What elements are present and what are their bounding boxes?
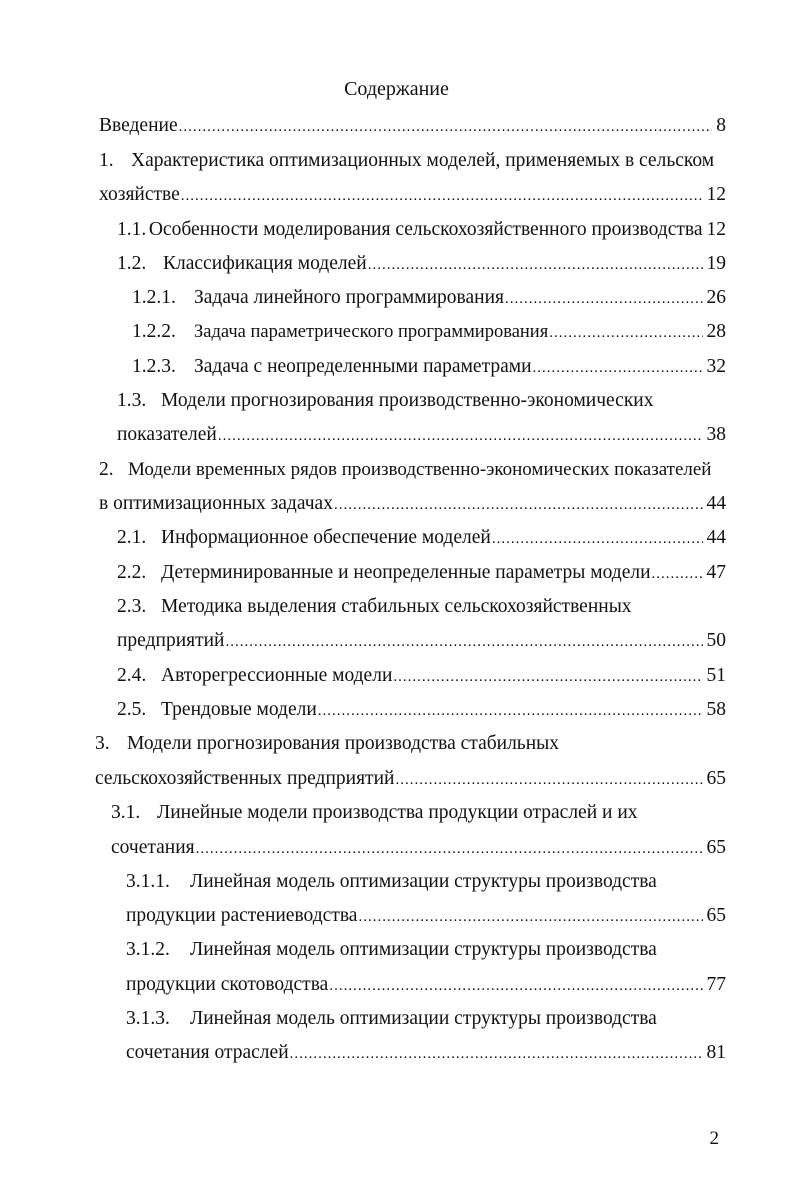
page-title: Содержание <box>344 78 449 100</box>
leader-dots <box>358 909 702 926</box>
toc-entry-text: Линейная модель оптимизации структуры производства <box>190 1008 657 1029</box>
leader-dots <box>290 1046 703 1063</box>
toc-entry-page: 28 <box>706 321 726 342</box>
leader-dots <box>318 703 703 720</box>
leader-dots <box>179 119 713 136</box>
leader-dots <box>368 257 703 274</box>
toc-entry-2-4[interactable] <box>117 665 726 687</box>
toc-entry-number: 1.2.3. <box>132 356 176 377</box>
toc-entry-page: 65 <box>706 768 726 789</box>
toc-entry-page: 47 <box>706 562 726 583</box>
toc-entry-number: 1.2.2. <box>132 321 176 342</box>
toc-entry-text: Линейная модель оптимизации структуры производства <box>190 871 657 892</box>
toc-entry-2-2[interactable] <box>117 562 726 584</box>
toc-entry-text: Классификация моделей <box>163 253 367 274</box>
toc-entry-number: 2. <box>99 459 114 480</box>
toc-entry-number: 1.2.1. <box>132 287 176 308</box>
toc-entry-number: 2.5. <box>117 699 147 720</box>
toc-entry-text: Трендовые модели <box>161 699 317 720</box>
leader-dots <box>226 634 703 651</box>
toc-entry-text-cont: хозяйстве <box>99 184 180 205</box>
toc-entry-text: Информационное обеспечение моделей <box>161 527 491 548</box>
leader-dots <box>196 841 703 858</box>
toc-entry-text: Особенности моделирования сельскохозяйственного производства <box>148 219 703 240</box>
page-number: 2 <box>709 1128 719 1149</box>
toc-entry-text: Задача параметрического программирования <box>194 322 549 342</box>
toc-entry-1-2-3[interactable] <box>132 356 726 378</box>
toc-entry-page: 50 <box>706 630 726 651</box>
toc-entry-1-2[interactable] <box>117 253 726 275</box>
toc-entry-text-cont: сочетания <box>111 837 195 858</box>
leader-dots <box>395 772 702 789</box>
toc-entry-number: 3.1.1. <box>126 871 170 892</box>
toc-entry-number: 1. <box>99 150 114 171</box>
toc-entry-page: 77 <box>706 974 726 995</box>
toc-entry-number: 2.2. <box>117 562 147 583</box>
toc-entry-number: 3.1.2. <box>126 939 170 960</box>
toc-entry-page: 38 <box>706 424 726 445</box>
toc-entry-page: 19 <box>706 253 726 274</box>
toc-entry-number: 3. <box>95 733 110 754</box>
toc-entry-text-cont: продукции скотоводства <box>126 974 329 995</box>
toc-entry-text-cont: показателей <box>117 424 217 445</box>
toc-entry-number: 2.1. <box>117 527 147 548</box>
leader-dots <box>329 978 702 995</box>
toc-entry-number: 3.1. <box>111 802 141 823</box>
leader-dots <box>549 325 702 342</box>
toc-entry-text: Модели временных рядов производственно-экономических показателей <box>128 459 712 480</box>
toc-entry-text: Характеристика оптимизационных моделей, применяемых в сельском <box>131 150 715 171</box>
toc-entry-number: 2.4. <box>117 665 147 686</box>
toc-entry-page: 51 <box>706 665 726 686</box>
toc-entry-text: Авторегрессионные модели <box>161 665 393 686</box>
toc-entry-page: 65 <box>706 905 726 926</box>
toc-entry-page: 12 <box>706 219 726 240</box>
toc-entry-number: 1.3. <box>117 390 147 411</box>
toc-entry-2-5[interactable] <box>117 699 726 721</box>
toc-entry-page: 26 <box>706 287 726 308</box>
toc-entry-text: Линейная модель оптимизации структуры производства <box>190 939 657 960</box>
toc-entry-intro[interactable] <box>99 115 726 137</box>
toc-entry-number: 2.3. <box>117 596 147 617</box>
toc-entry-number: 3.1.3. <box>126 1008 170 1029</box>
toc-entry-1-2-1[interactable] <box>132 287 726 309</box>
toc-entry-page: 58 <box>706 699 726 720</box>
toc-entry-text-cont: сочетания отраслей <box>126 1042 289 1063</box>
toc-entry-page: 8 <box>716 115 726 136</box>
toc-entry-text-cont: сельскохозяйственных предприятий <box>95 768 395 789</box>
leader-dots <box>181 188 703 205</box>
toc-entry-page: 81 <box>706 1042 726 1063</box>
toc-entry-text: Задача с неопределенными параметрами <box>194 356 532 377</box>
toc-entry-page: 32 <box>706 356 726 377</box>
toc-entry-page: 44 <box>706 527 726 548</box>
toc-entry-1-2-2[interactable] <box>132 321 726 343</box>
leader-dots <box>334 497 703 514</box>
toc-entry-number: 1.1. <box>117 219 147 240</box>
toc-entry-number: 1.2. <box>117 253 147 274</box>
toc-entry-text-cont: в оптимизационных задачах <box>99 493 333 514</box>
toc-entry-text: Введение <box>99 115 178 136</box>
toc-entry-text-cont: предприятий <box>117 630 225 651</box>
toc-entry-text: Линейные модели производства продукции отраслей и их <box>157 802 638 823</box>
toc-entry-text: Модели прогнозирования производства стабильных <box>127 733 559 754</box>
toc-entry-page: 65 <box>706 837 726 858</box>
toc-entry-2-1[interactable] <box>117 527 726 549</box>
leader-dots <box>492 531 703 548</box>
leader-dots <box>218 428 703 445</box>
toc-entry-text: Детерминированные и неопределенные параметры модели <box>161 562 651 583</box>
leader-dots <box>505 291 703 308</box>
toc-entry-text-cont: продукции растениеводства <box>126 905 358 926</box>
toc-entry-1-1[interactable] <box>117 219 726 241</box>
toc-entry-text: Задача линейного программирования <box>194 287 504 308</box>
leader-dots <box>533 360 703 377</box>
leader-dots <box>652 566 703 583</box>
toc-entry-text: Модели прогнозирования производственно-экономических <box>161 390 654 411</box>
leader-dots <box>393 669 702 686</box>
toc-entry-text: Методика выделения стабильных сельскохозяйственных <box>161 596 632 617</box>
toc-entry-page: 12 <box>706 184 726 205</box>
toc-entry-page: 44 <box>706 493 726 514</box>
